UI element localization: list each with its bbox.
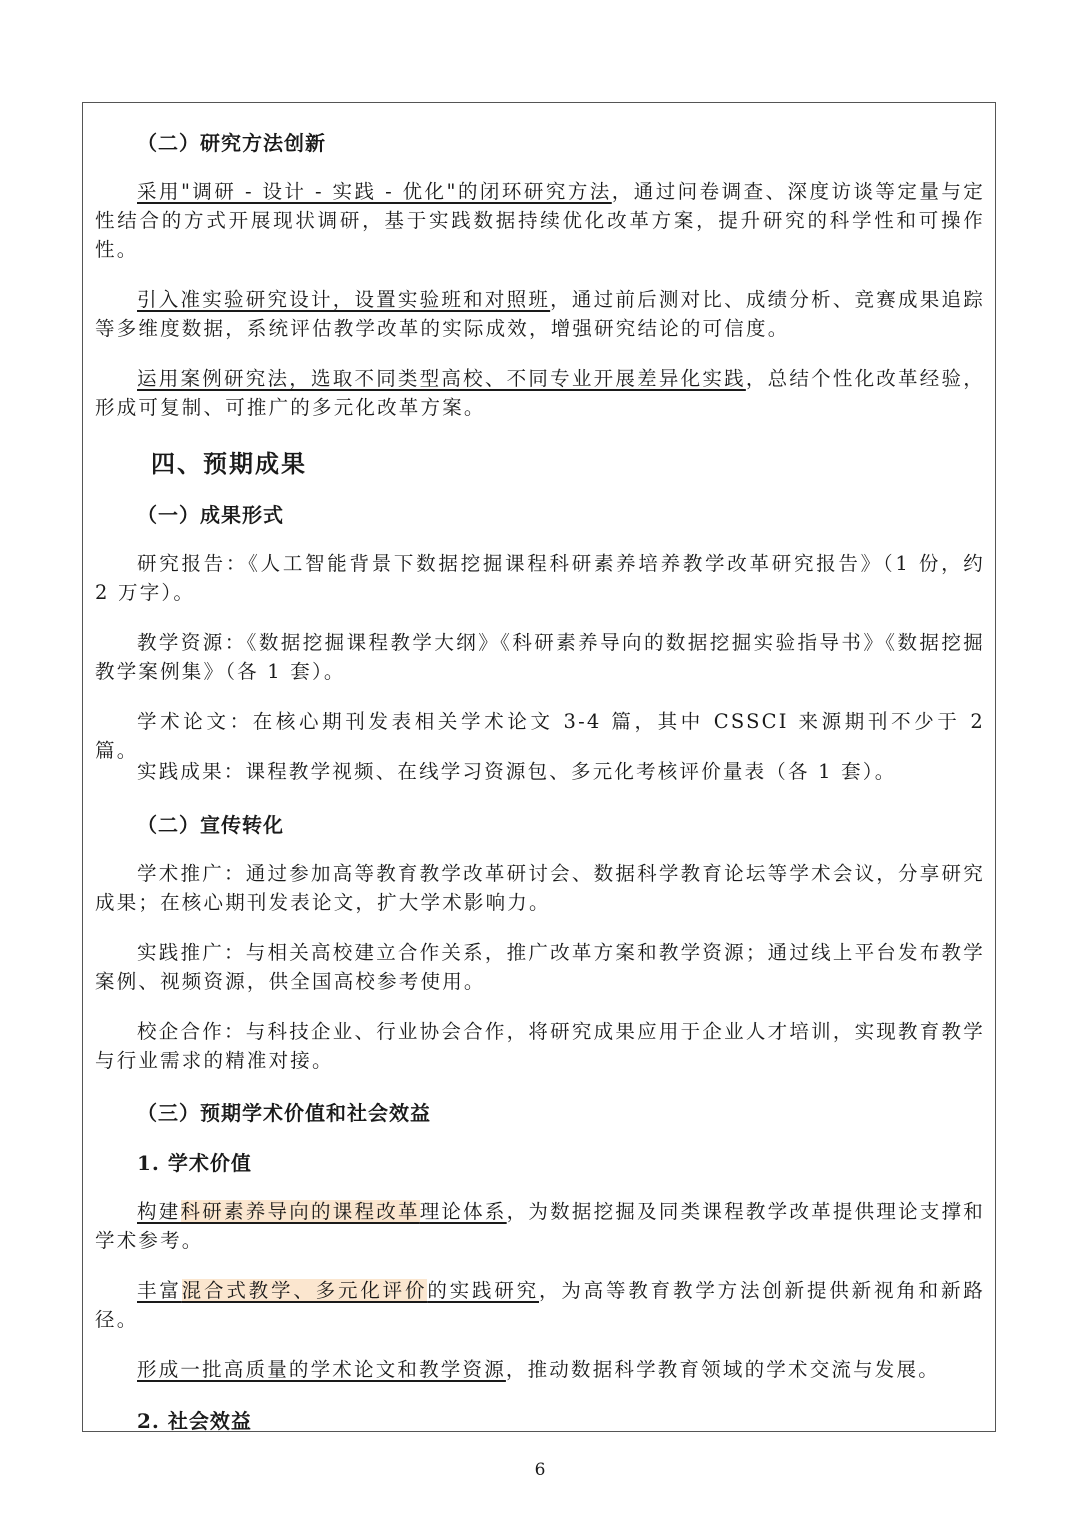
social-benefit-heading: 2. 社会效益 bbox=[137, 1409, 252, 1432]
academic-paragraph-3-text: ，推动数据科学教育领域的学术交流与发展。 bbox=[505, 1358, 940, 1381]
method-paragraph-2-underlined: 引入准实验研究设计，设置实验班和对照班 bbox=[137, 288, 551, 311]
forms-paragraph-3: 学术论文：在核心期刊发表相关学术论文 3-4 篇，其中 CSSCI 来源期刊不少于 2 篇。 bbox=[95, 710, 985, 762]
method-paragraph-3-text: ，总结个性化改革经验，形成可复制、可推广的多元化改革方案。 bbox=[95, 367, 985, 419]
method-paragraph-1 bbox=[95, 177, 985, 264]
page-number: 6 bbox=[534, 1460, 546, 1480]
promotion-paragraph-2: 实践推广：与相关高校建立合作关系，推广改革方案和教学资源；通过线上平台发布教学案例、视频资源，供全国高校参考使用。 bbox=[95, 941, 985, 993]
academic-paragraph-2-text: ，为高等教育教学方法创新提供新视角和新路径。 bbox=[95, 1279, 985, 1331]
method-paragraph-2 bbox=[95, 285, 985, 343]
academic-paragraph-2-highlight: 混合式教学、多元化评价 bbox=[181, 1279, 428, 1302]
academic-paragraph-3 bbox=[95, 1355, 985, 1384]
forms-paragraph-2: 教学资源：《数据挖掘课程教学大纲》《科研素养导向的数据挖掘实验指导书》《数据挖掘教学案例集》（各 1 套）。 bbox=[95, 631, 985, 683]
method-paragraph-3-underlined: 运用案例研究法，选取不同类型高校、不同专业开展差异化实践 bbox=[137, 367, 746, 390]
outcome-forms-heading: （一）成果形式 bbox=[137, 503, 284, 527]
document-frame bbox=[82, 102, 996, 1432]
academic-paragraph-1-tail: 理论体系 bbox=[419, 1200, 507, 1223]
method-paragraph-2-text: ，通过前后测对比、成绩分析、竞赛成果追踪等多维度数据，系统评估教学改革的实际成效，增强研究结论的可信度。 bbox=[95, 288, 985, 340]
academic-paragraph-2-lead: 丰富 bbox=[137, 1279, 182, 1302]
academic-paragraph-1 bbox=[95, 1197, 985, 1255]
promotion-paragraph-1: 学术推广：通过参加高等教育教学改革研讨会、数据科学教育论坛等学术会议，分享研究成果；在核心期刊发表论文，扩大学术影响力。 bbox=[95, 862, 985, 914]
expected-outcomes-heading: 四、预期成果 bbox=[151, 449, 307, 478]
academic-paragraph-2-tail: 的实践研究 bbox=[427, 1279, 539, 1302]
academic-paragraph-1-highlight: 科研素养导向的课程改革 bbox=[180, 1200, 420, 1223]
academic-paragraph-1-underlined bbox=[137, 1200, 507, 1223]
promotion-paragraph-3: 校企合作：与科技企业、行业协会合作，将研究成果应用于企业人才培训，实现教育教学与行业需求的精准对接。 bbox=[95, 1020, 985, 1072]
academic-paragraph-1-lead: 构建 bbox=[137, 1200, 181, 1223]
academic-value-heading: 1. 学术价值 bbox=[137, 1151, 252, 1175]
academic-paragraph-1-text: ，为数据挖掘及同类课程教学改革提供理论支撑和学术参考。 bbox=[95, 1200, 985, 1252]
forms-paragraph-4: 实践成果：课程教学视频、在线学习资源包、多元化考核评价量表（各 1 套）。 bbox=[137, 760, 897, 783]
academic-paragraph-2 bbox=[95, 1276, 985, 1334]
method-innovation-heading: （二）研究方法创新 bbox=[137, 131, 326, 155]
method-paragraph-1-text: ，通过问卷调查、深度访谈等定量与定性结合的方式开展现状调研，基于实践数据持续优化改革方案，提升研究的科学性和可操作性。 bbox=[95, 180, 985, 261]
academic-paragraph-3-underlined: 形成一批高质量的学术论文和教学资源 bbox=[137, 1358, 506, 1381]
promotion-heading: （二）宣传转化 bbox=[137, 813, 284, 837]
academic-paragraph-2-underlined bbox=[137, 1279, 539, 1302]
value-benefit-heading: （三）预期学术价值和社会效益 bbox=[137, 1101, 431, 1125]
forms-paragraph-1: 研究报告：《人工智能背景下数据挖掘课程科研素养培养教学改革研究报告》（1 份，约 2 万字）。 bbox=[95, 552, 985, 604]
method-paragraph-3 bbox=[95, 364, 985, 422]
method-paragraph-1-underlined: 采用"调研 - 设计 - 实践 - 优化"的闭环研究方法 bbox=[137, 180, 612, 203]
